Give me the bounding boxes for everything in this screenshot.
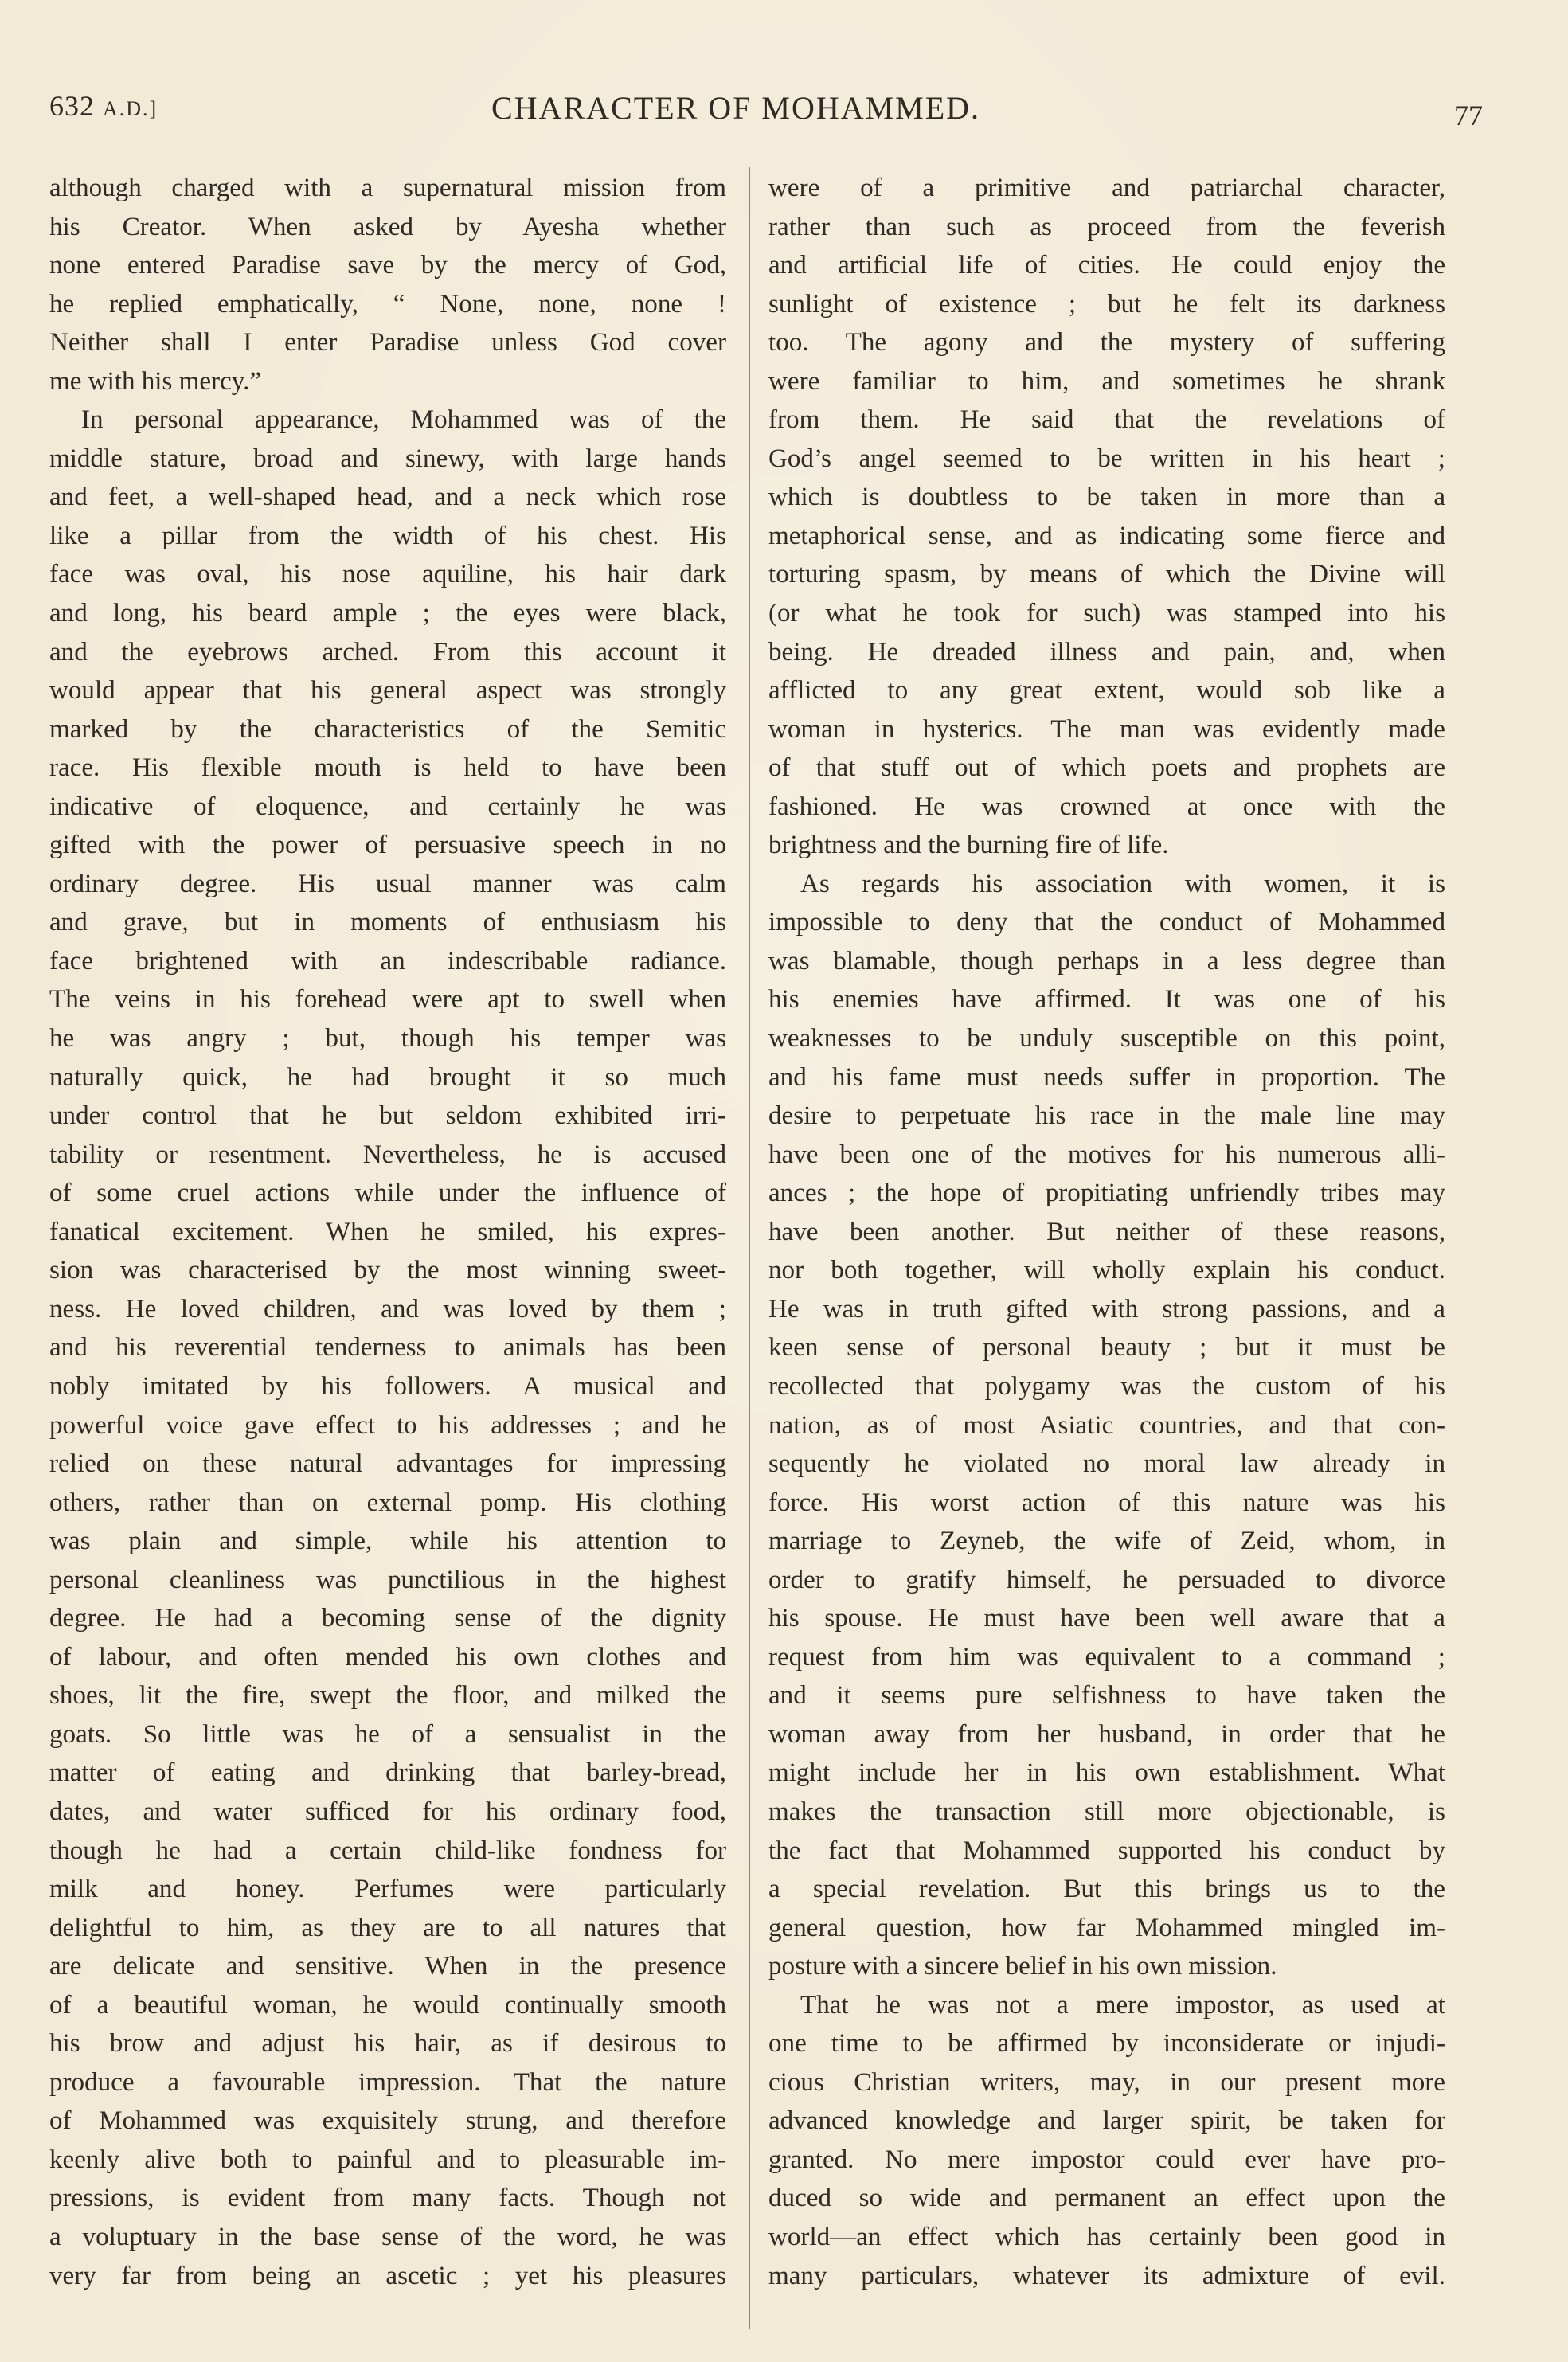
text-line: rather than such as proceed from the feverish (768, 212, 1445, 241)
text-line: he replied emphatically, “ None, none, none ! (49, 289, 726, 319)
right-text-column (768, 169, 1445, 2295)
text-line: his enemies have affirmed. It was one of his (768, 985, 1445, 1015)
text-line: very far from being an ascetic ; yet his pleasures (49, 2261, 726, 2290)
text-line: keenly alive both to painful and to pleasurable im- (49, 2145, 726, 2174)
text-line: nor both together, will wholly explain his conduct. (768, 1256, 1445, 1285)
date-marginal (49, 89, 158, 123)
page-title: CHARACTER OF MOHAMMED. (491, 90, 981, 126)
text-line: might include her in his own establishment. What (768, 1758, 1445, 1788)
text-line: and grave, but in moments of enthusiasm his (49, 908, 726, 937)
text-line: race. His flexible mouth is held to have been (49, 753, 726, 783)
page-number: 77 (1454, 100, 1483, 131)
text-line: and artificial life of cities. He could enjoy the (768, 251, 1445, 280)
text-line: general question, how far Mohammed mingled im- (768, 1913, 1445, 1942)
text-line: was blamable, though perhaps in a less degree than (768, 946, 1445, 976)
text-line: under control that he but seldom exhibited irri- (49, 1101, 726, 1131)
text-line: are delicate and sensitive. When in the presence (49, 1952, 726, 1981)
text-line: dates, and water sufficed for his ordinary food, (49, 1797, 726, 1826)
text-line: ness. He loved children, and was loved by them ; (49, 1294, 726, 1324)
text-line: and it seems pure selfishness to have taken the (768, 1681, 1445, 1711)
text-line: and the eyebrows arched. From this account it (49, 637, 726, 667)
text-line: a voluptuary in the base sense of the word, he was (49, 2222, 726, 2251)
text-line: woman in hysterics. The man was evidently made (768, 714, 1445, 744)
text-line: advanced knowledge and larger spirit, be taken for (768, 2106, 1445, 2136)
text-line: pressions, is evident from many facts. Though not (49, 2184, 726, 2213)
text-line: woman away from her husband, in order that he (768, 1719, 1445, 1749)
text-line: produce a favourable impression. That the nature (49, 2067, 726, 2097)
text-line: He was in truth gifted with strong passions, and a (768, 1294, 1445, 1324)
text-line: like a pillar from the width of his chest. His (49, 521, 726, 550)
text-line: of a beautiful woman, he would continually smooth (49, 1990, 726, 2020)
text-line: makes the transaction still more objectionable, is (768, 1797, 1445, 1826)
left-text-column (49, 169, 726, 2295)
text-line: of Mohammed was exquisitely strung, and therefore (49, 2106, 726, 2136)
text-line: goats. So little was he of a sensualist in the (49, 1719, 726, 1749)
text-line: duced so wide and permanent an effect upon the (768, 2184, 1445, 2213)
text-line: sequently he violated no moral law already in (768, 1449, 1445, 1479)
text-line: weaknesses to be unduly susceptible on this point, (768, 1024, 1445, 1054)
text-line: order to gratify himself, he persuaded to divorce (768, 1565, 1445, 1594)
text-line: torturing spasm, by means of which the Divine will (768, 560, 1445, 589)
text-line: which is doubtless to be taken in more than a (768, 483, 1445, 512)
text-line: afflicted to any great extent, would sob like a (768, 676, 1445, 706)
text-line: The veins in his forehead were apt to swell when (49, 985, 726, 1015)
text-line: a special revelation. But this brings us to the (768, 1875, 1445, 1904)
text-line: milk and honey. Perfumes were particularly (49, 1875, 726, 1904)
text-line: ordinary degree. His usual manner was calm (49, 869, 726, 898)
text-line: were of a primitive and patriarchal character, (768, 174, 1445, 202)
text-line: his Creator. When asked by Ayesha whether (49, 212, 726, 241)
text-line: cious Christian writers, may, in our present more (768, 2067, 1445, 2097)
text-line: degree. He had a becoming sense of the dignity (49, 1604, 726, 1633)
text-line: others, rather than on external pomp. His clothing (49, 1488, 726, 1517)
text-line: indicative of eloquence, and certainly he was (49, 792, 726, 821)
text-line: and his fame must needs suffer in proportion. The (768, 1062, 1445, 1092)
text-line: was plain and simple, while his attention to (49, 1527, 726, 1556)
text-line: request from him was equivalent to a command ; (768, 1642, 1445, 1672)
text-line: fanatical excitement. When he smiled, his expres- (49, 1217, 726, 1246)
text-line: recollected that polygamy was the custom of his (768, 1371, 1445, 1401)
text-line: too. The agony and the mystery of suffering (768, 328, 1445, 358)
text-line: In personal appearance, Mohammed was of the (81, 405, 726, 435)
text-line: That he was not a mere impostor, as used at (800, 1990, 1445, 2020)
text-line: matter of eating and drinking that barley-bread, (49, 1758, 726, 1788)
date-era: A.D.] (103, 97, 158, 120)
text-line: impossible to deny that the conduct of Mohammed (768, 908, 1445, 937)
text-line: one time to be affirmed by inconsiderate or injudi- (768, 2029, 1445, 2059)
text-line: the fact that Mohammed supported his conduct by (768, 1836, 1445, 1865)
text-line: his spouse. He must have been well aware that a (768, 1604, 1445, 1633)
text-line: many particulars, whatever its admixture of evil. (768, 2261, 1445, 2290)
text-line: nobly imitated by his followers. A musical and (49, 1371, 726, 1401)
text-line: being. He dreaded illness and pain, and, when (768, 637, 1445, 667)
text-line: sunlight of existence ; but he felt its darkness (768, 289, 1445, 319)
text-line: (or what he took for such) was stamped into his (768, 599, 1445, 628)
text-line: and long, his beard ample ; the eyes were black, (49, 599, 726, 628)
text-line: As regards his association with women, it is (800, 869, 1445, 898)
text-line: world—an effect which has certainly been good in (768, 2222, 1445, 2251)
text-line: fashioned. He was crowned at once with the (768, 792, 1445, 821)
text-line: granted. No mere impostor could ever have pro- (768, 2145, 1445, 2174)
text-line: none entered Paradise save by the mercy of God, (49, 251, 726, 280)
text-line: shoes, lit the fire, swept the floor, and milked the (49, 1681, 726, 1711)
running-header (49, 89, 1483, 137)
text-line: though he had a certain child-like fondness for (49, 1836, 726, 1865)
text-line: marked by the characteristics of the Semitic (49, 714, 726, 744)
text-line: of labour, and often mended his own clothes and (49, 1642, 726, 1672)
text-line: me with his mercy.” (49, 366, 262, 396)
text-line: of that stuff out of which poets and prophets are (768, 753, 1445, 783)
text-line: would appear that his general aspect was strongly (49, 676, 726, 706)
text-line: ances ; the hope of propitiating unfriendly tribes may (768, 1179, 1445, 1208)
text-line: sion was characterised by the most winning sweet- (49, 1256, 726, 1285)
text-line: he was angry ; but, though his temper was (49, 1024, 726, 1054)
text-line: face brightened with an indescribable radiance. (49, 946, 726, 976)
text-line: have been another. But neither of these reasons, (768, 1217, 1445, 1246)
text-line: metaphorical sense, and as indicating some fierce and (768, 521, 1445, 550)
text-line: personal cleanliness was punctilious in the highest (49, 1565, 726, 1594)
text-line: nation, as of most Asiatic countries, and that con- (768, 1410, 1445, 1440)
text-line: face was oval, his nose aquiline, his hair dark (49, 560, 726, 589)
text-line: desire to perpetuate his race in the male line may (768, 1101, 1445, 1131)
text-line: Neither shall I enter Paradise unless God cover (49, 328, 726, 358)
text-line: middle stature, broad and sinewy, with large hands (49, 444, 726, 473)
text-line: of some cruel actions while under the influence of (49, 1179, 726, 1208)
text-line: marriage to Zeyneb, the wife of Zeid, whom, in (768, 1527, 1445, 1556)
text-line: keen sense of personal beauty ; but it must be (768, 1333, 1445, 1363)
text-line: and his reverential tenderness to animals has been (49, 1333, 726, 1363)
text-line: have been one of the motives for his numerous alli- (768, 1140, 1445, 1169)
text-line: brightness and the burning fire of life. (768, 831, 1169, 860)
date-year: 632 (49, 90, 95, 122)
text-line: force. His worst action of this nature was his (768, 1488, 1445, 1517)
text-line: delightful to him, as they are to all natures that (49, 1913, 726, 1942)
text-line: God’s angel seemed to be written in his heart ; (768, 444, 1445, 473)
column-divider (749, 167, 750, 2329)
text-line: gifted with the power of persuasive speech in no (49, 831, 726, 860)
text-line: posture with a sincere belief in his own mission. (768, 1952, 1277, 1981)
text-line: his brow and adjust his hair, as if desirous to (49, 2029, 726, 2059)
text-line: although charged with a supernatural mission from (49, 174, 726, 202)
text-line: were familiar to him, and sometimes he shrank (768, 366, 1445, 396)
text-line: from them. He said that the revelations of (768, 405, 1445, 435)
text-line: relied on these natural advantages for impressing (49, 1449, 726, 1479)
text-line: and feet, a well-shaped head, and a neck which rose (49, 483, 726, 512)
text-line: tability or resentment. Nevertheless, he is accused (49, 1140, 726, 1169)
text-line: powerful voice gave effect to his addresses ; and he (49, 1410, 726, 1440)
text-line: naturally quick, he had brought it so much (49, 1062, 726, 1092)
